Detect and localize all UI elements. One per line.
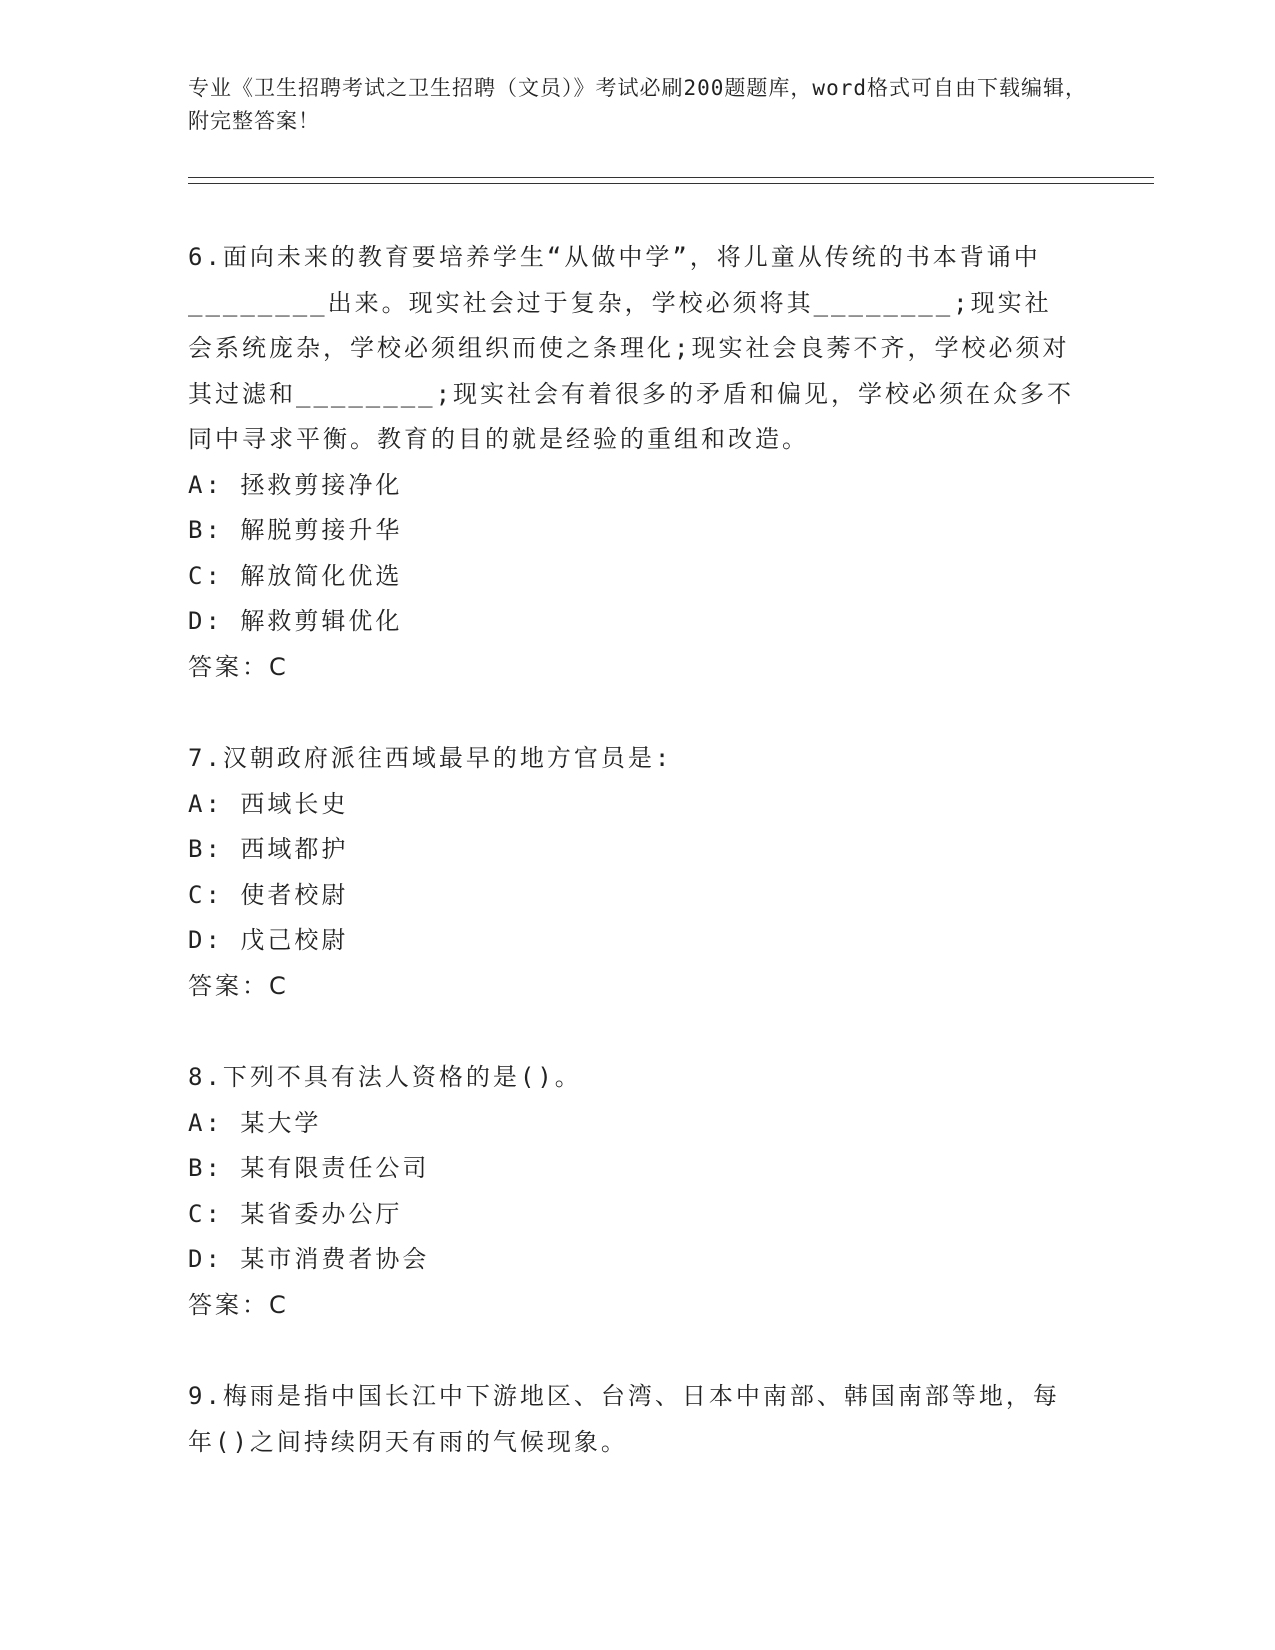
option-c: C: 解放简化优选 — [188, 561, 403, 590]
option-a: A: 拯救剪接净化 — [188, 470, 403, 499]
answer — [188, 964, 1078, 1010]
option-d: D: 某市消费者协会 — [188, 1245, 430, 1273]
document-header: 专业《卫生招聘考试之卫生招聘（文员）》考试必刷200题题库，word格式可自由下载编辑，附完整答案！ — [188, 76, 1087, 133]
question-9 — [188, 1374, 1078, 1465]
header-divider-top — [188, 177, 1154, 178]
option-d: D: 戊己校尉 — [188, 926, 349, 954]
option-b: B: 某有限责任公司 — [188, 1154, 430, 1182]
question-6 — [188, 235, 1078, 690]
option-c: C: 使者校尉 — [188, 880, 349, 909]
option-b: B: 解脱剪接升华 — [188, 516, 403, 544]
question-list — [188, 235, 1078, 1511]
answer-value: C — [269, 652, 287, 681]
question-stem: 7.汉朝政府派往西域最早的地方官员是: — [188, 744, 673, 772]
answer — [188, 1283, 1078, 1329]
option-c: C: 某省委办公厅 — [188, 1199, 403, 1228]
question-stem: 8.下列不具有法人资格的是()。 — [188, 1063, 582, 1091]
option-a: A: 某大学 — [188, 1108, 322, 1137]
question-7 — [188, 736, 1078, 1009]
answer-value: C — [269, 971, 287, 1000]
header-divider-bottom — [188, 183, 1154, 184]
answer-label: 答案： — [188, 1290, 269, 1319]
question-stem: 9.梅雨是指中国长江中下游地区、台湾、日本中南部、韩国南部等地，每年()之间持续阴天有雨的气候现象。 — [188, 1382, 1060, 1456]
option-a: A: 西域长史 — [188, 789, 349, 818]
answer-label: 答案： — [188, 971, 269, 1000]
question-8 — [188, 1055, 1078, 1328]
option-d: D: 解救剪辑优化 — [188, 607, 403, 635]
answer — [188, 645, 1078, 691]
answer-value: C — [269, 1290, 287, 1319]
option-b: B: 西域都护 — [188, 835, 349, 863]
question-stem: 6.面向未来的教育要培养学生“从做中学”，将儿童从传统的书本背诵中________出来。现实社会过于复杂，学校必须将其________;现实社会系统庞杂，学校必须组织而使之条理化;现实社会良莠不齐，学校必须对其过滤和________;现实社会有着很多的矛盾和偏见，学校必须在众多不同中寻求平衡。教育的目的就是经验的重组和改造。 — [188, 243, 1075, 453]
answer-label: 答案： — [188, 652, 269, 681]
